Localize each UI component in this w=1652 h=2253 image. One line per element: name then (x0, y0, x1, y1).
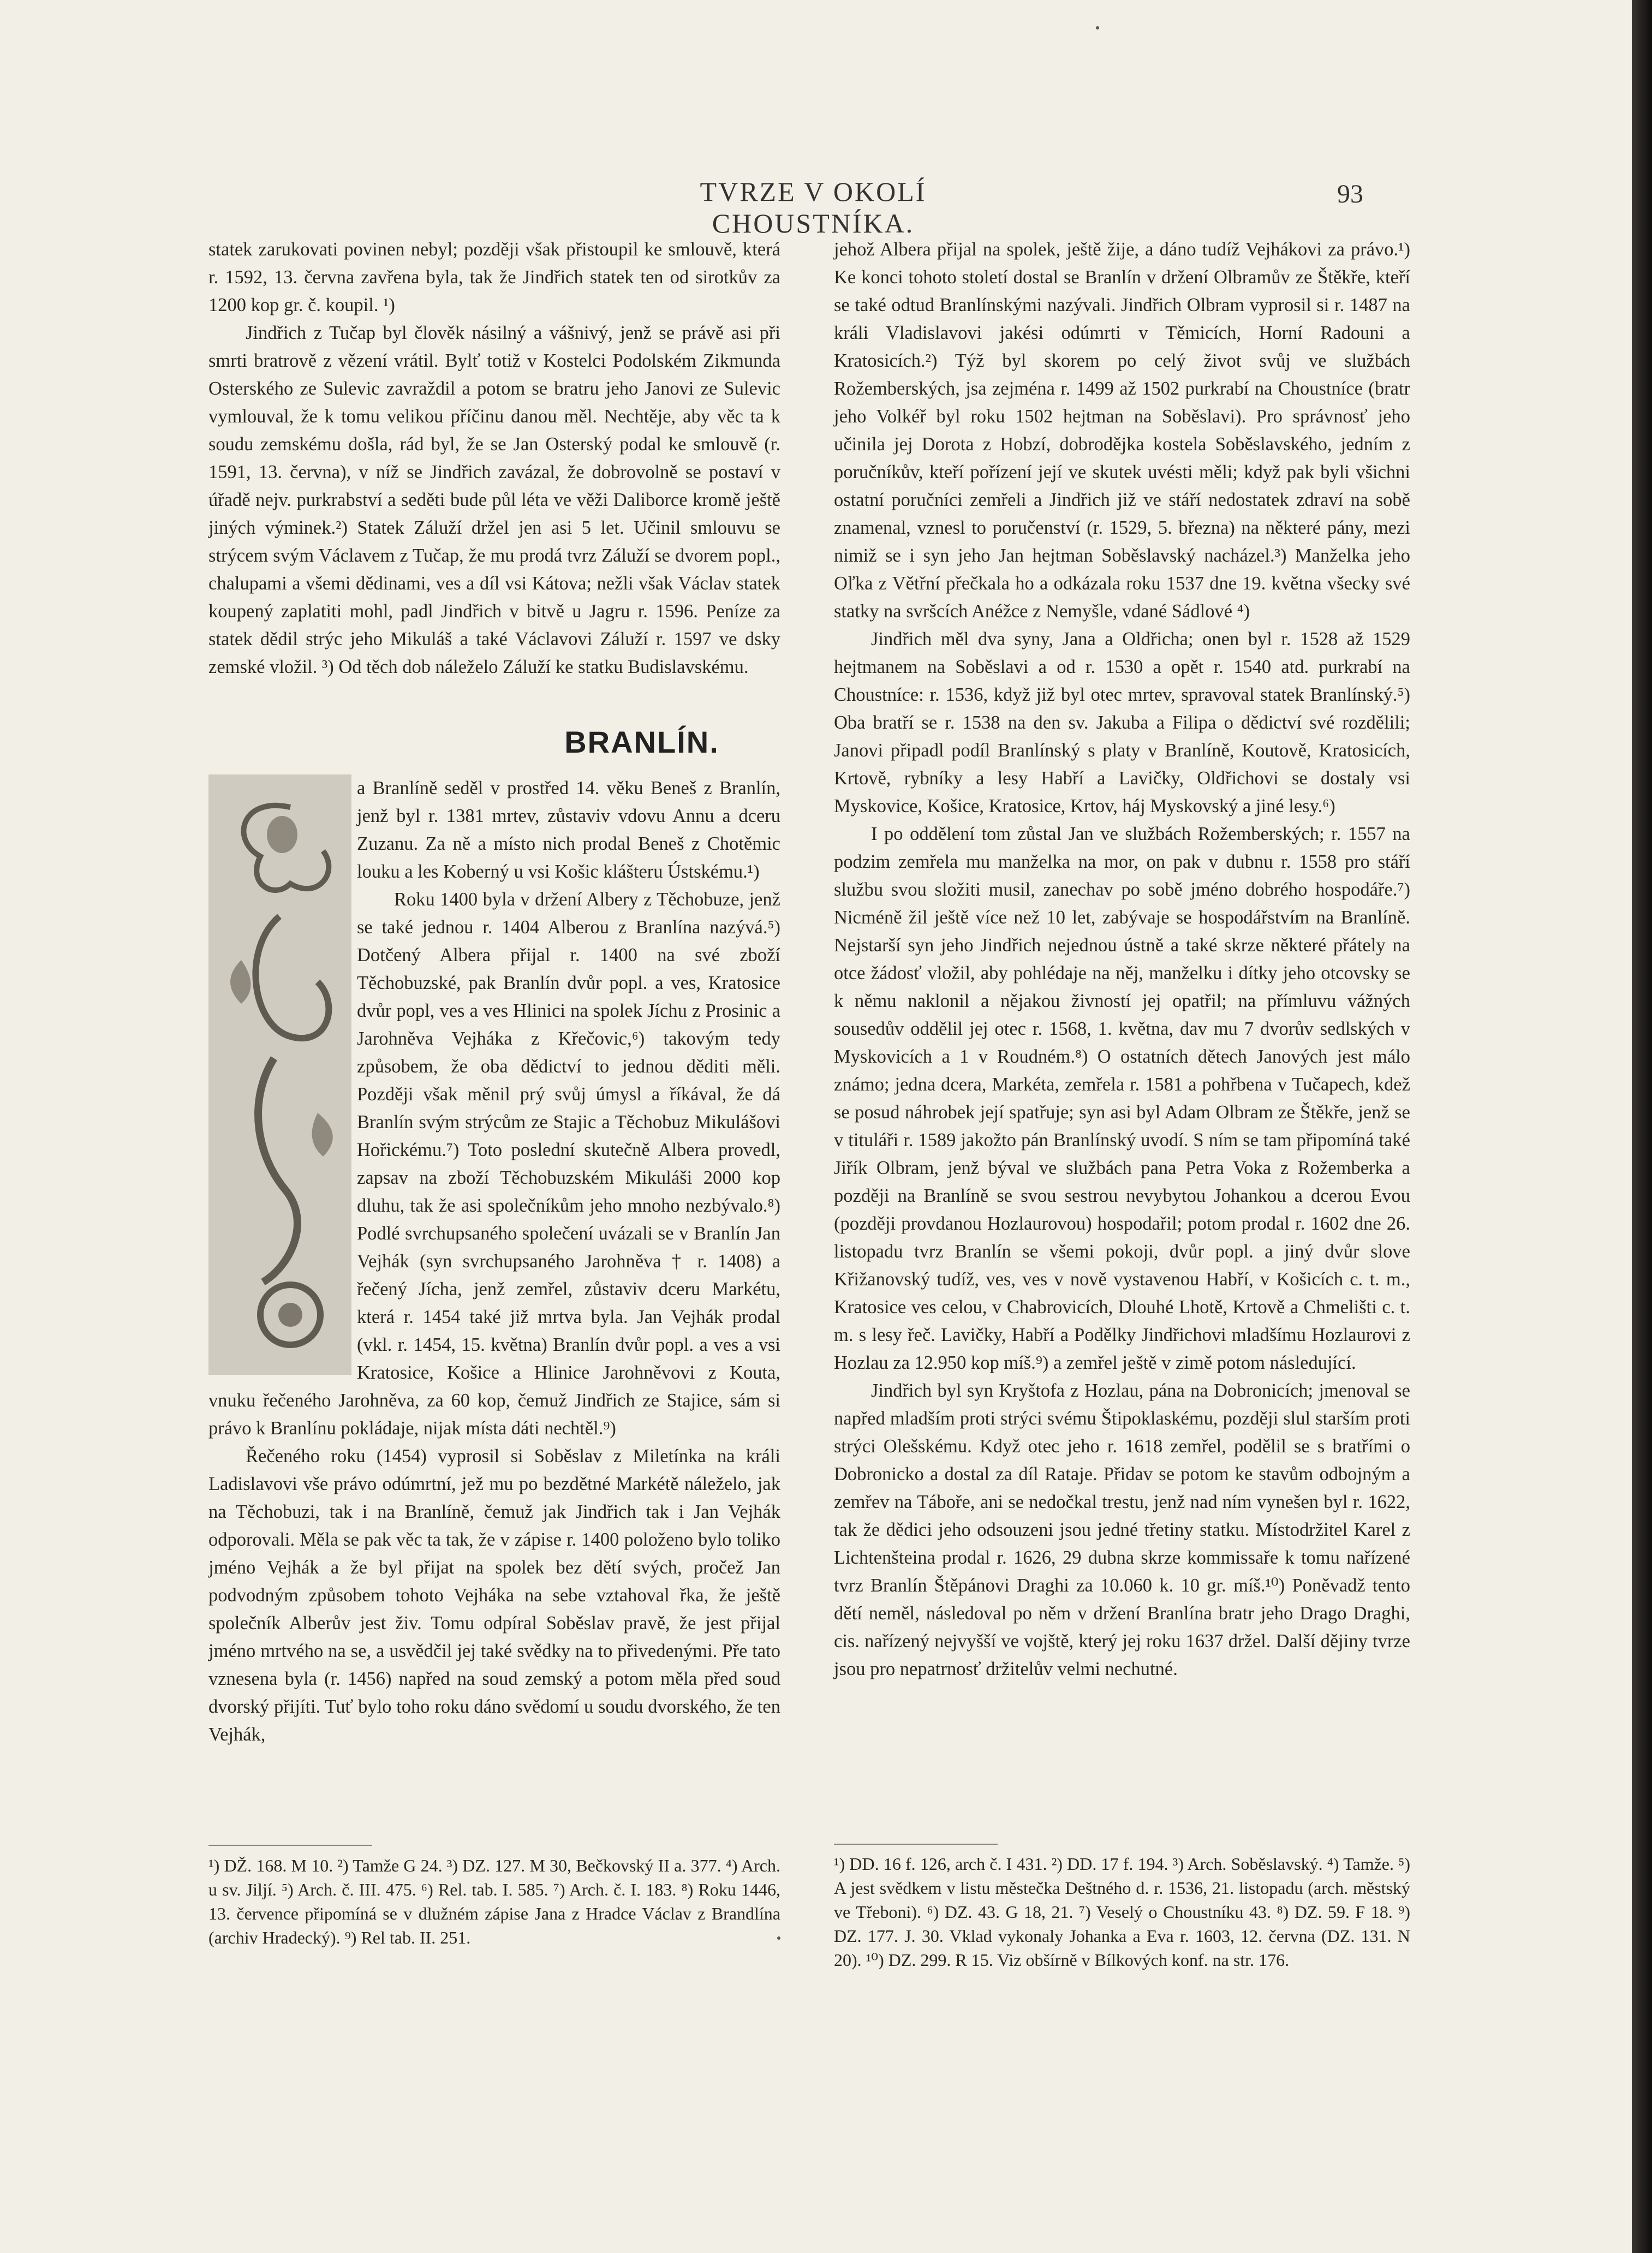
paragraph: a Branlíně seděl v prostřed 14. věku Beneš z Branlín, jenž byl r. 1381 mrtev, zůstaviv vdovu Annu a dceru Zuzanu. Za ně a místo nich prodal Beneš z Chotěmic louku a les Koberný u vsi Košic klášteru Ústskému.¹) (357, 778, 780, 882)
paragraph: jehož Albera přijal na spolek, ještě žije, a dáno tudíž Vejhákovi za právo.¹) Ke konci tohoto století dostal se Branlín v držení Olbramův ze Štěkře, kteří se také odtud Branlínskými nazývali. Jindřich Olbram vyprosil si r. 1487 na králi Vladislavovi jakési odúmrti v Těmicích, Horní Radouni a Kratosicích.²) Týž byl skorem po celý život svůj ve službách Rožemberských, jsa zejména r. 1499 až 1502 purkrabí na Choustníce (bratr jeho Volkéř byl roku 1502 hejtman na Soběslavi). Pro správnosť jeho učinila jej Dorota z Hobzí, dobrodějka kostela Soběslavského, jedním z poručníkův, kteří pořízení její ve skutek uvésti měli; když pak byli všichni ostatní poručníci zemřeli a Jindřich již ve stáří nedostatek zdraví na sobě znamenal, vznesl to poručenství (r. 1529, 5. března) na některé pány, mezi nimiž se i syn jeho Jan hejtman Soběslavský nacházel.³) Manželka jeho Oľka z Větřní přečkala ho a odkázala roku 1537 dne 19. května všecky své statky na svršcích Anéžce z Nemyšle, vdané Sádlové ⁴) (834, 239, 1410, 622)
footnote-rule (208, 1845, 372, 1846)
running-title: TVRZE V OKOLÍ CHOUSTNÍKA. (700, 176, 927, 239)
left-column (208, 236, 780, 1749)
right-column (834, 236, 1410, 1683)
footnotes-left: ¹) DŽ. 168. M 10. ²) Tamže G 24. ³) DZ. 127. M 30, Bečkovský II a. 377. ⁴) Arch. u sv. Jiljí. ⁵) Arch. č. III. 475. ⁶) Rel. tab. I. 585. ⁷) Arch. č. I. 183. ⁸) Roku 1446, 13. července připomíná se v dlužném zápise Jana z Hradce Václav z Brandlína (archiv Hradecký). ⁹) Rel tab. II. 251. (208, 1856, 780, 1947)
paragraph: Jindřich byl syn Kryštofa z Hozlau, pána na Dobronicích; jmenoval se napřed mladším proti strýci svému Štipoklaskému, později slul starším proti strýci Olešskému. Když otec jeho r. 1618 zemřel, podělil se s bratřími o Dobronicko a dostal za díl Rataje. Přidav se potom ke stavům odbojným a zemřev na Táboře, ani se nedočkal trestu, jenž nad ním vynešen byl r. 1622, tak že dědici jeho odsouzeni jsou jedné třetiny statku. Místodržitel Karel z Lichtenšteina prodal r. 1626, 29 dubna skrze kommissaře k tomu nařízené tvrz Branlín Štěpánovi Draghi za 10.060 k. 10 gr. míš.¹⁰) Poněvadž tento dětí neměl, následoval po něm v držení Branlína bratr jeho Drago Draghi, cis. nařízený nejvyšší ve vojště, který jej roku 1637 držel. Další dějiny tvrze jsou pro nepatrnosť držitelův velmi nechutné. (834, 1380, 1410, 1679)
paragraph: Jindřich z Tučap byl člověk násilný a vášnivý, jenž se právě asi při smrti bratrově z vězení vrátil. Bylť totiž v Kostelci Podolském Zikmunda Osterského ze Sulevic zavraždil a potom se bratru jeho Janovi ze Sulevic vymlouval, že k tomu velikou příčinu danou měl. Nechtěje, aby věc ta k soudu zemskému došla, rád byl, že se Jan Osterský podal ke smlouvě (r. 1591, 13. června), v níž se Jindřich zavázal, že dobrovolně se postaví v úřadě nejv. purkrabství a seděti bude půl léta ve věži Daliborce kromě ještě jiných výminek.²) Statek Záluží držel jen asi 5 let. Učinil smlouvu se strýcem svým Václavem z Tučap, že mu prodá tvrz Záluží se dvorem popl., chalupami a všemi dědinami, ves a díl vsi Kátova; nežli však Václav statek koupený zaplatiti mohl, padl Jindřich v bitvě u Jagru r. 1596. Peníze za statek dědil strýc jeho Mikuláš a také Václavovi Záluží r. 1597 ve dsky zemské vložil. ³) Od těch dob náleželo Záluží ke statku Budislavskému. (208, 323, 780, 677)
page-edge-shadow (1632, 0, 1652, 2253)
paragraph: Roku 1400 byla v držení Albery z Těchobuze, jenž se také jednou r. 1404 Alberou z Branlína nazývá.⁵) Dotčený Albera přijal r. 1400 na své zboží Těchobuzské, pak Branlín dvůr popl. a ves, Kratosice dvůr popl, ves a ves Hlinici na spolek Jíchu z Prosinic a Jarohněva Vejháka z Křečovic,⁶) takovým tedy způsobem, že oba dědictví to jednou děditi měli. Později však měnil prý svůj úmysl a říkával, že dá Branlín svým strýcům ze Stajic a Těchobuz Mikulášovi Hořickému.⁷) Toto poslední skutečně Albera provedl, zapsav na zboží Těchobuzském Mikuláši 2000 kop dluhu, tak že asi společníkům jeho mnoho nezbývalo.⁸) Podlé svrchupsaného společení uvázali se v Branlín Jan Vejhák (syn svrchupsaného Jarohněva † r. 1408) a řečený Jícha, jenž zemřel, zůstaviv dceru Markétu, která r. 1454 také již mrtva byla. Jan Vejhák prodal (vkl. r. 1454, 15. května) Branlín dvůr popl. a ves a vsi Kratosice, Košice a Hlinice Jarohněvovi z Kouta, vnuku řečeného Jarohněva, za 60 kop, čemuž Jindřich ze Stajice, sám si právo k Branlínu pokládaje, nijak místa dáti nechtěl.⁹) (208, 889, 780, 1439)
footnote-rule (834, 1844, 998, 1845)
paragraph: Jindřich měl dva syny, Jana a Oldřicha; onen byl r. 1528 až 1529 hejtmanem na Soběslavi a od r. 1530 a opět r. 1540 atd. purkrabí na Choustníce: r. 1536, když již byl otec mrtev, spravoval statek Branlínský.⁵) Oba bratří se r. 1538 na den sv. Jakuba a Filipa o dědictví své rozdělili; Janovi připadl podíl Branlínský s platy v Branlíně, Koutově, Kratosicích, Krtově, rybníky a lesy Habří a Lavičky, Oldřichovi se dostaly vsi Myskovice, Košice, Kratosice, Krtov, háj Myskovský a jiné lesy.⁶) (834, 629, 1410, 816)
paragraph: statek zarukovati povinen nebyl; později však přistoupil ke smlouvě, která r. 1592, 13. června zavřena byla, tak že Jindřich statek ten od sirotkův za 1200 kop gr. č. koupil. ¹) (208, 239, 780, 315)
paragraph: I po oddělení tom zůstal Jan ve službách Rožemberských; r. 1557 na podzim zemřela mu manželka na mor, on pak v dubnu r. 1558 pro stáří službu svou složiti musil, zanechav po sobě jméno dobrého hospodáře.⁷) Nicméně žil ještě více než 10 let, zabývaje se hospodářstvím na Branlíně. Nejstarší syn jeho Jindřich nejednou ústně a také skrze některé přátely na otce žádosť vložil, aby pohlédaje na něj, manželku i dítky jeho otcovsky se k němu naklonil a nějakou živností jej opatřil; na přímluvu vážných sousedův oddělil jej otec r. 1568, 1. května, dav mu 7 dvorův sedlských v Myskovicích a 1 v Roudném.⁸) O ostatních dětech Janových jest málo známo; jedna dcera, Markéta, zemřela r. 1581 a pohřbena v Tučapech, kdež se posud náhrobek její spatřuje; syn asi byl Adam Olbram ze Štěkře, jenž se v tituláři r. 1589 jakožto pán Branlínský uvodí. S ním se tam připomíná také Jiřík Olbram, jenž býval ve službách pana Petra Voka z Rožemberka a později na Branlíně se svou sestrou nevybytou Johankou a dcerou Evou (později provdanou Hozlaurovou) hospodařil; potom prodal r. 1602 dne 26. listopadu tvrz Branlín se všemi pokoji, dvůr popl. a jiný dvůr slove Křižanovský tudíž, ves, ves v nově vystavenou Habří, v Košicích c. t. m., Kratosice ves celou, v Chabrovicích, Dlouhé Lhotě, Krtově a Chmelišti c. t. m. s lesy řeč. Lavičky, Habří a Podělky Jindřichovi mladšímu Hozlaurovi z Hozlau za 12.950 kop míš.⁹) a zemřel ještě v zimě potom následující. (834, 824, 1410, 1373)
paragraph: Řečeného roku (1454) vyprosil si Soběslav z Miletínka na králi Ladislavovi vše právo odúmrtní, jež mu po bezdětné Markétě náleželo, jak na Těchobuzi, tak i na Branlíně, čemuž jak Jindřich tak i Jan Vejhák odporovali. Měla se pak věc ta tak, že v zápise r. 1400 položeno bylo toliko jméno Vejhák a že byl přijat na spolek bez dětí svých, pročež Jan podvodným způsobem tohoto Vejháka na sebe vztahoval řka, že ještě společník Alberův jest živ. Tomu odpíral Soběslav pravě, že jest přijal jméno mrtvého na se, a usvědčil jej také svědky na to přivedenými. Pře tato vznesena byla (r. 1456) napřed na soud zemský a potom měla před soud dvorský přijíti. Tuť bylo toho roku dáno svědomí u soudu dvorského, že ten Vejhák, (208, 1446, 780, 1745)
footnotes-right: ¹) DD. 16 f. 126, arch č. I 431. ²) DD. 17 f. 194. ³) Arch. Soběslavský. ⁴) Tamže. ⁵) A jest svědkem v listu městečka Deštného d. r. 1536, 21. listopadu (arch. městský ve Třeboni). ⁶) DZ. 43. G 18, 21. ⁷) Veselý o Choustníku 43. ⁸) DZ. 59. F 18. ⁹) DZ. 177. J. 30. Vklad vykonaly Johanka a Eva r. 1603, 12. června (DZ. 131. N 20). ¹⁰) DZ. 299. R 15. Viz obšírně v Bílkových konf. na str. 176. (834, 1854, 1410, 1970)
acanthus-initial-ornament-icon (208, 774, 351, 1375)
section-heading: BRANLÍN. (564, 725, 719, 759)
speck (777, 1936, 780, 1940)
page-number: 93 (1337, 180, 1363, 208)
speck (1096, 26, 1099, 29)
